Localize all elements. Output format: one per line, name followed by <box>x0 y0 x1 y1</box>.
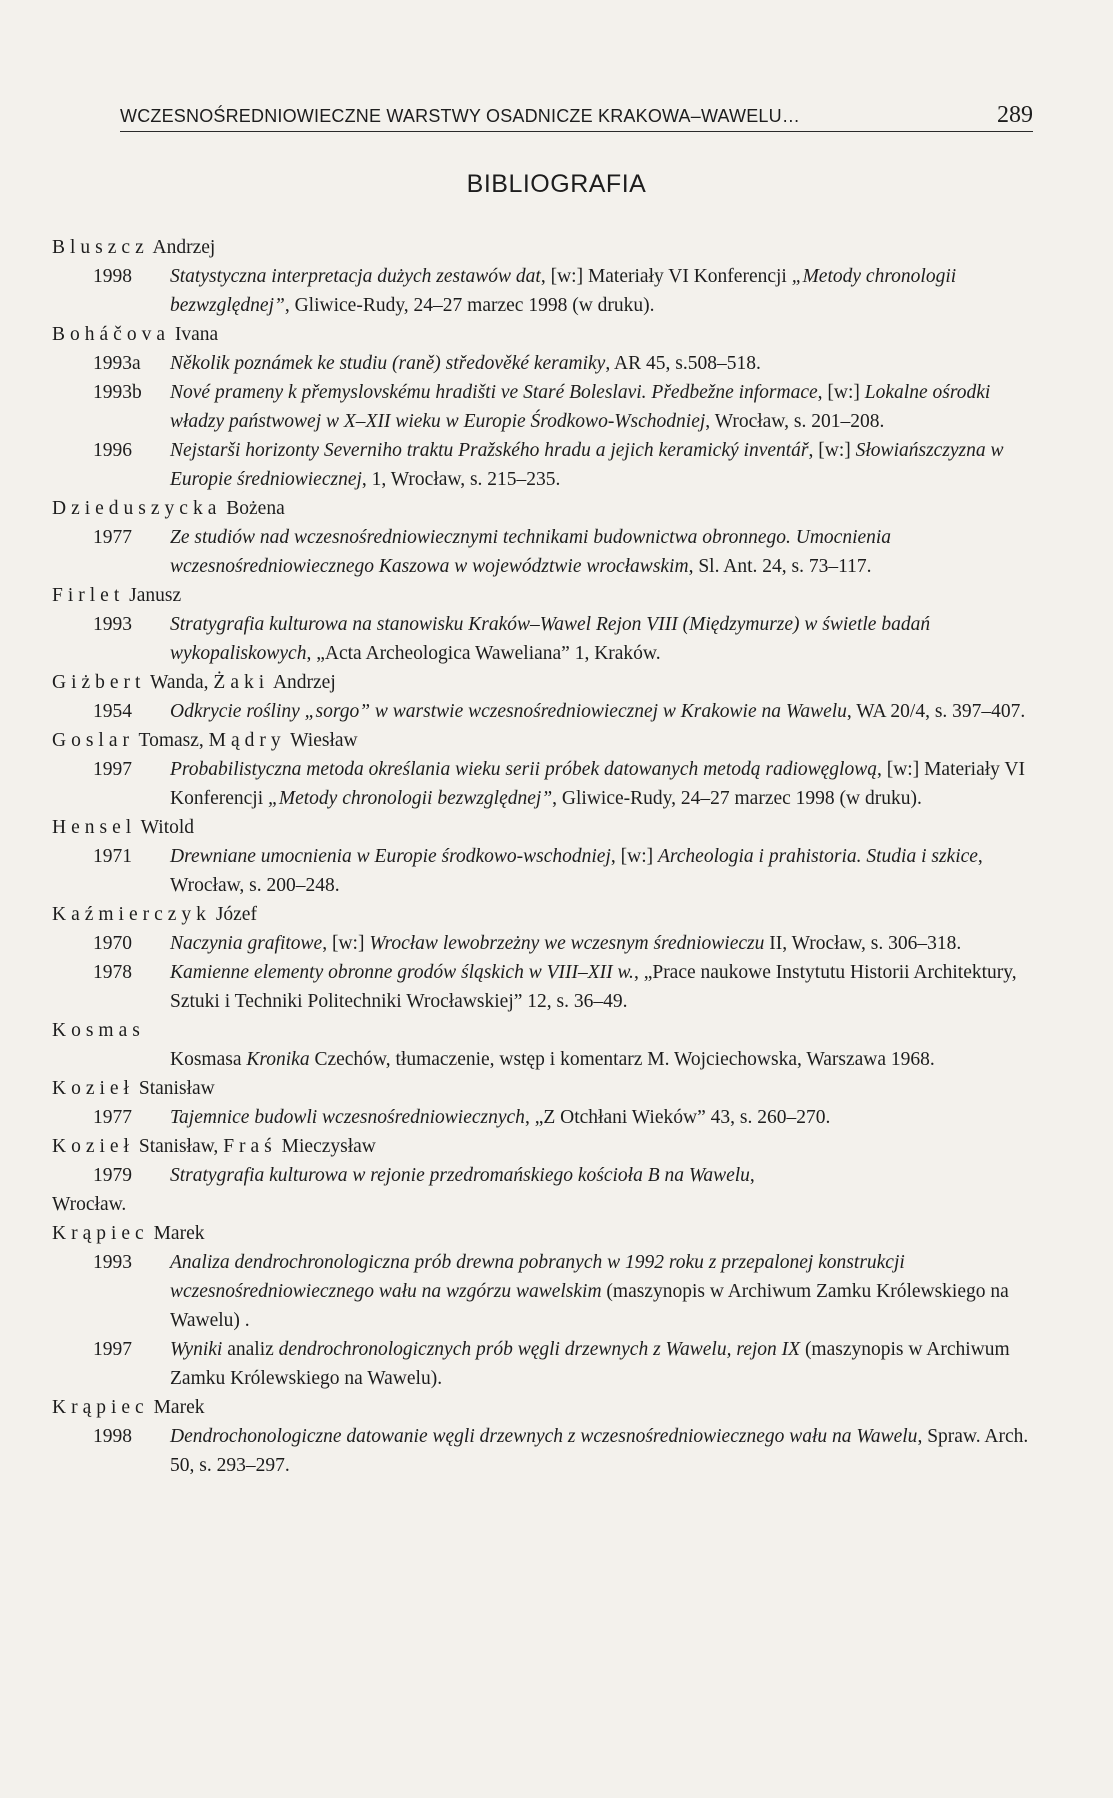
publication-year: 1978 <box>93 962 132 983</box>
author-line <box>52 494 1037 523</box>
author-given-name: Janusz <box>124 585 182 606</box>
bibliography-entry <box>52 1393 1037 1480</box>
running-head <box>120 95 1033 132</box>
publication-text <box>170 1103 1037 1132</box>
title-italic: Drewniane umocnienia w Europie środkowo-wschodniej <box>170 846 611 867</box>
citation-text: , „Prace naukowe Instytutu Historii Architektury, Sztuki i Techniki Politechniki Wrocławskiej” 12, s. 36–49. <box>170 962 1017 1012</box>
running-title: WCZESNOŚREDNIOWIECZNE WARSTWY OSADNICZE KRAKOWA–WAWELU… <box>120 106 801 126</box>
publication-year: 1993b <box>93 382 142 403</box>
publication-year: 1997 <box>93 759 132 780</box>
author-given-name: Marek <box>148 1397 205 1418</box>
publication-text <box>170 262 1037 320</box>
author-given-name: Józef <box>210 904 257 925</box>
author-given-name: Tomasz, <box>134 730 209 751</box>
citation-text: (maszynopis w Archiwum Zamku Królewskiego na Wawelu). <box>170 1339 1010 1389</box>
citation-text: , [w:] <box>817 382 865 403</box>
publication-item <box>52 1422 1037 1480</box>
publication-item <box>52 697 1037 726</box>
title-italic: Wrocław lewobrzeżny we wczesnym średniowieczu <box>369 933 765 954</box>
title-italic: Kamienne elementy obronne grodów śląskich w VIII–XII w. <box>170 962 634 983</box>
author-line <box>52 1219 1037 1248</box>
title-italic: Statystyczna interpretacja dużych zestawów dat <box>170 266 541 287</box>
bibliography-entry <box>52 233 1037 320</box>
citation-text: analiz <box>222 1339 279 1360</box>
title-italic: Několik poznámek ke studiu (raně) středověké keramiky <box>170 353 606 374</box>
citation-text: , WA 20/4, s. 397–407. <box>846 701 1026 722</box>
citation-text: , Spraw. Arch. 50, s. 293–297. <box>170 1426 1029 1476</box>
title-italic: Dendrochonologiczne datowanie węgli drzewnych z wczesnośredniowiecznego wału na Wawelu <box>170 1426 918 1447</box>
title-italic: Analiza dendrochronologiczna prób drewna pobranych w 1992 roku z przepalonej konstrukcji wczesnośredniowiecznego wału na wzgórzu wawelskim <box>170 1252 905 1302</box>
citation-text: , <box>749 1165 755 1186</box>
publication-item <box>52 1045 1037 1074</box>
bibliography-entry <box>52 494 1037 581</box>
author-line <box>52 1016 1037 1045</box>
citation-text: , Wrocław, s. 200–248. <box>170 846 983 896</box>
author-given-name: Ivana <box>169 324 219 345</box>
bibliography-entry <box>52 668 1037 726</box>
publication-text <box>170 378 1037 436</box>
bibliography-entry <box>52 813 1037 900</box>
author-given-name: Witold <box>136 817 195 838</box>
citation-text: Czechów, tłumaczenie, wstęp i komentarz M. Wojciechowska, Warszawa 1968. <box>309 1049 935 1070</box>
author-given-name: Wiesław <box>285 730 358 751</box>
author-surname: Kaźmierczyk <box>52 904 211 925</box>
citation-text: , Wrocław, s. 201–208. <box>705 411 885 432</box>
publication-year: 1993 <box>93 614 132 635</box>
publication-year <box>52 1045 170 1074</box>
author-line <box>52 1393 1037 1422</box>
author-surname: Dzieduszycka <box>52 498 222 519</box>
citation-text: , Gliwice-Rudy, 24–27 marzec 1998 (w druku). <box>552 788 922 809</box>
publication-text <box>170 1248 1037 1335</box>
publication-item <box>52 610 1037 668</box>
author-surname: Kozieł <box>52 1078 134 1099</box>
author-surname: Mądry <box>208 730 286 751</box>
title-italic: Tajemnice budowli wczesnośredniowiecznych <box>170 1107 525 1128</box>
publication-text <box>170 1422 1037 1480</box>
publication-text <box>170 697 1037 726</box>
author-line <box>52 233 1037 262</box>
citation-text: , Gliwice-Rudy, 24–27 marzec 1998 (w druku). <box>284 295 655 316</box>
author-surname: Boháčova <box>52 324 170 345</box>
citation-text: Kosmasa <box>170 1049 247 1070</box>
publication-text <box>170 1161 1037 1190</box>
citation-text: , 1, Wrocław, s. 215–235. <box>361 469 561 490</box>
bibliography-entry <box>52 1219 1037 1393</box>
publication-text <box>170 842 1037 900</box>
author-surname: Hensel <box>52 817 137 838</box>
title-italic: Nejstarši horizonty Severniho traktu Pražského hradu a jejich keramický inventář <box>170 440 809 461</box>
citation-text: II, Wrocław, s. 306–318. <box>764 933 962 954</box>
author-line <box>52 581 1037 610</box>
publication-year: 1998 <box>93 1426 132 1447</box>
title-italic: Odkrycie rośliny „sorgo” w warstwie wczesnośredniowiecznej w Krakowie na Wawelu <box>170 701 847 722</box>
author-line <box>52 813 1037 842</box>
publication-text <box>170 610 1037 668</box>
publication-item <box>52 523 1037 581</box>
publication-text <box>170 1045 1037 1074</box>
author-surname: Żaki <box>213 672 270 693</box>
author-surname: Goslar <box>52 730 134 751</box>
citation-text: , „Z Otchłani Wieków” 43, s. 260–270. <box>524 1107 831 1128</box>
author-given-name: Mieczysław <box>276 1136 376 1157</box>
title-italic: dendrochronologicznych prób węgli drzewnych z Wawelu, rejon IX <box>278 1339 801 1360</box>
page-number: 289 <box>997 102 1033 128</box>
author-given-name: Marek <box>148 1223 205 1244</box>
publication-item <box>52 1103 1037 1132</box>
citation-text: , „Acta Archeologica Waweliana” 1, Kraków. <box>306 643 661 664</box>
author-surname: Fraś <box>223 1136 277 1157</box>
publication-year: 1997 <box>93 1339 132 1360</box>
title-italic: Lokalne ośrodki władzy państwowej w X–XII wieku w Europie Środkowo-Wschodniej <box>170 382 991 432</box>
author-line <box>52 1132 1037 1161</box>
citation-text: , [w:] <box>322 933 370 954</box>
citation-text: , [w:] <box>610 846 658 867</box>
author-line <box>52 320 1037 349</box>
author-given-name: Stanisław <box>133 1078 215 1099</box>
publication-year: 1977 <box>93 527 132 548</box>
publication-item <box>52 1161 1037 1190</box>
citation-text: , Sl. Ant. 24, s. 73–117. <box>688 556 872 577</box>
publication-text <box>170 755 1037 813</box>
author-given-name: Bożena <box>221 498 285 519</box>
publication-item <box>52 262 1037 320</box>
author-given-name: Andrzej <box>269 672 336 693</box>
title-italic: Słowiańszczyzna w Europie średniowiecznej <box>170 440 1004 490</box>
publication-year: 1970 <box>93 933 132 954</box>
publication-text <box>170 958 1037 1016</box>
title-italic: „Metody chronologii bezwzględnej” <box>268 788 553 809</box>
publication-item <box>52 378 1037 436</box>
author-line <box>52 726 1037 755</box>
title-italic: Wyniki <box>170 1339 223 1360</box>
citation-text: , [w:] Materiały VI Konferencji <box>170 759 1025 809</box>
publication-year: 1993 <box>93 1252 132 1273</box>
author-given-name: Andrzej <box>148 237 216 258</box>
publication-text <box>170 436 1037 494</box>
author-surname: Kozieł <box>52 1136 134 1157</box>
publication-year: 1979 <box>93 1165 132 1186</box>
publication-year: 1977 <box>93 1107 132 1128</box>
bibliography-entry <box>52 320 1037 494</box>
title-italic: Probabilistyczna metoda określania wieku serii próbek datowanych metodą radiowęglową <box>170 759 877 780</box>
title-italic: Stratygrafia kulturowa na stanowisku Kraków–Wawel Rejon VIII (Międzymurze) w świetle badań wykopaliskowych <box>170 614 931 664</box>
publication-text <box>170 349 1037 378</box>
publication-item <box>52 958 1037 1016</box>
author-line <box>52 668 1037 697</box>
publication-item <box>52 1248 1037 1335</box>
author-surname: Krąpiec <box>52 1397 149 1418</box>
citation-text: (maszynopis w Archiwum Zamku Królewskiego na Wawelu) . <box>170 1281 1009 1331</box>
trailing-text: Wrocław. <box>52 1194 127 1215</box>
author-surname: Krąpiec <box>52 1223 149 1244</box>
citation-text: , AR 45, s.508–518. <box>605 353 761 374</box>
title-italic: Archeologia i prahistoria. Studia i szkice <box>658 846 978 867</box>
title-italic: Ze studiów nad wczesnośredniowiecznymi technikami budownictwa obronnego. Umocnienia wczesnośredniowiecznego Kaszowa w województwie wrocławskim <box>170 527 892 577</box>
publication-item <box>52 1335 1037 1393</box>
publication-text <box>170 1335 1037 1393</box>
publication-year: 1996 <box>93 440 132 461</box>
publication-item <box>52 929 1037 958</box>
bibliography-entry <box>52 581 1037 668</box>
publication-year: 1954 <box>93 701 132 722</box>
citation-text: , [w:] <box>808 440 856 461</box>
publication-text <box>170 929 1037 958</box>
title-italic: „Metody chronologii bezwzględnej” <box>170 266 957 316</box>
title-italic: Nové prameny k přemyslovskému hradišti ve Staré Boleslavi. Předbežne informace <box>170 382 818 403</box>
bibliography-entry <box>52 1132 1037 1219</box>
publication-year: 1971 <box>93 846 132 867</box>
publication-item <box>52 436 1037 494</box>
publication-year: 1993a <box>93 353 141 374</box>
publication-text <box>170 523 1037 581</box>
bibliography-entry <box>52 726 1037 813</box>
author-given-name: Stanisław, <box>133 1136 224 1157</box>
author-surname: Firlet <box>52 585 125 606</box>
publication-year: 1998 <box>93 266 132 287</box>
publication-item <box>52 842 1037 900</box>
title-italic: Kronika <box>246 1049 310 1070</box>
publication-item <box>52 755 1037 813</box>
bibliography-entry <box>52 1016 1037 1074</box>
author-surname: Kosmas <box>52 1020 145 1041</box>
author-line <box>52 1074 1037 1103</box>
title-italic: Naczynia grafitowe <box>170 933 323 954</box>
publication-item <box>52 349 1037 378</box>
bibliography-entry <box>52 900 1037 1016</box>
author-line <box>52 900 1037 929</box>
bibliography-list <box>52 233 1037 1480</box>
author-surname: Giżbert <box>52 672 146 693</box>
author-surname: Bluszcz <box>52 237 149 258</box>
title-italic: Stratygrafia kulturowa w rejonie przedromańskiego kościoła B na Wawelu <box>170 1165 750 1186</box>
section-title: BIBLIOGRAFIA <box>466 170 647 198</box>
bibliography-entry <box>52 1074 1037 1132</box>
citation-text: , [w:] Materiały VI Konferencji <box>540 266 792 287</box>
author-given-name: Wanda, <box>145 672 214 693</box>
